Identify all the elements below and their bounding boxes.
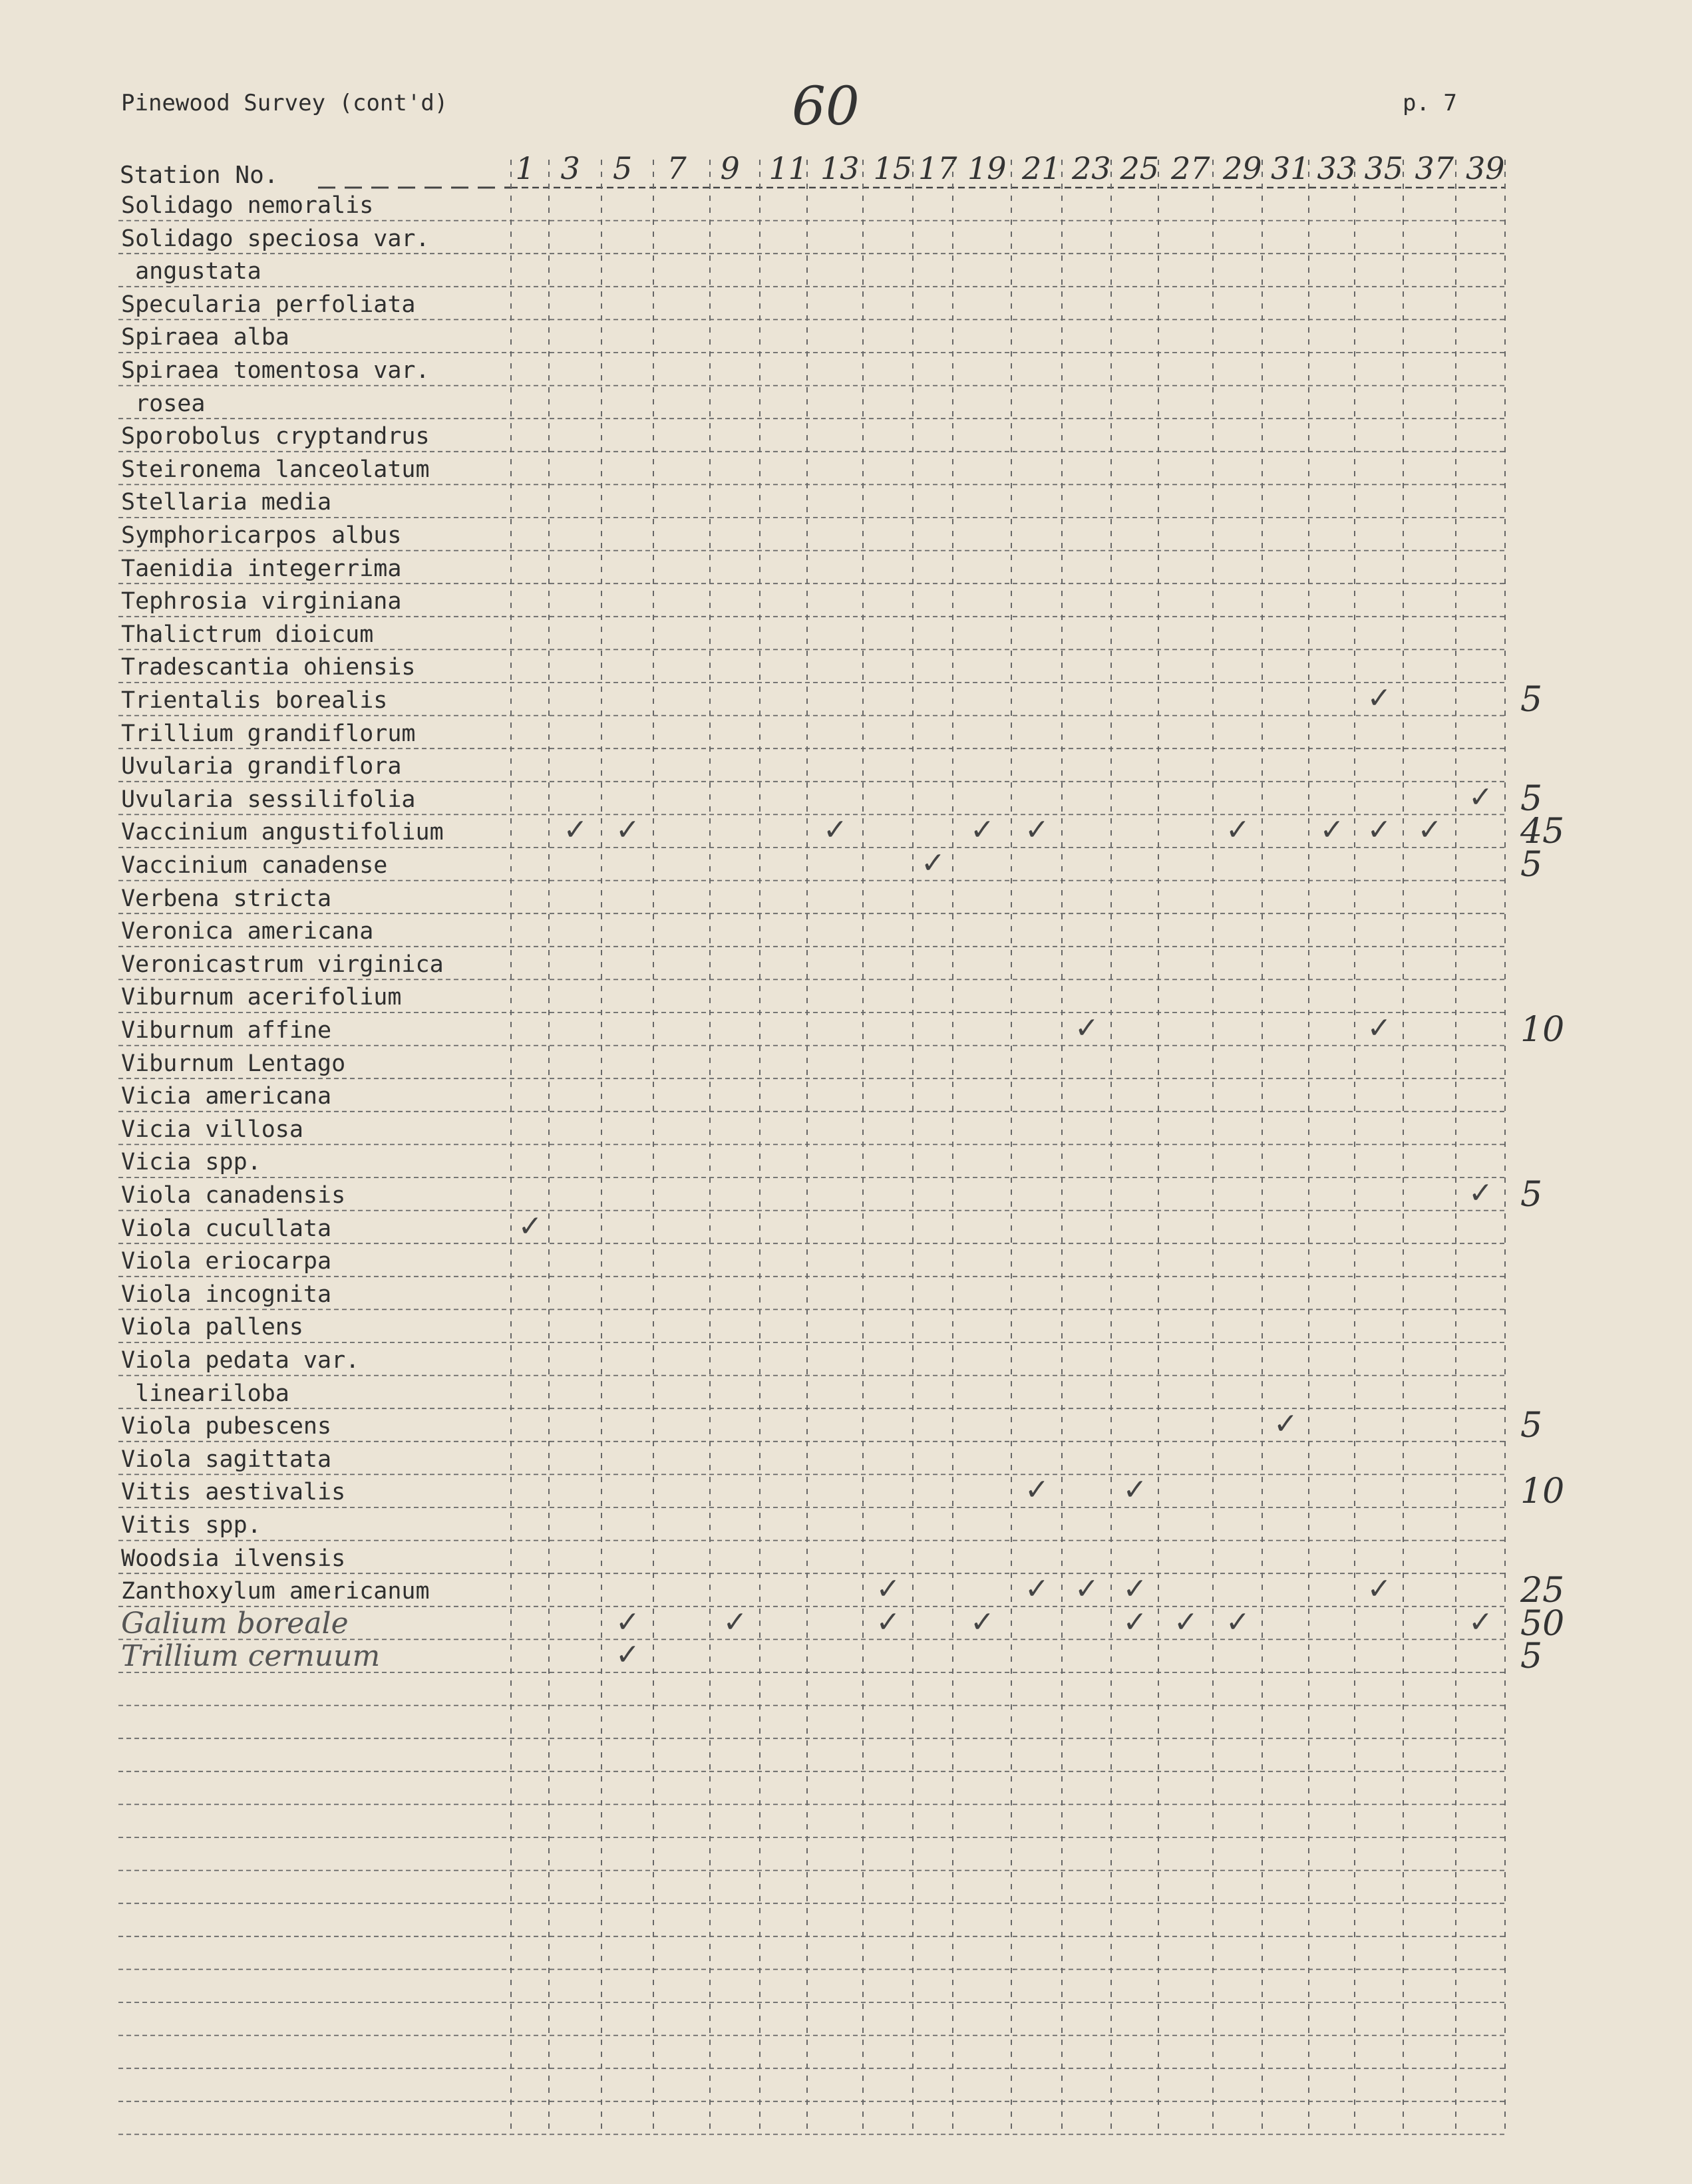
handwritten-species-name: Galium boreale	[121, 1606, 349, 1640]
station-number: 29	[1223, 150, 1262, 186]
station-checkmark: ✓	[723, 1605, 748, 1639]
species-name: Viola incognita	[121, 1281, 332, 1308]
species-name: Specularia perfoliata	[121, 291, 416, 318]
species-name: Spiraea tomentosa var.	[121, 357, 430, 384]
row-total: 5	[1520, 778, 1543, 819]
station-checkmark: ✓	[970, 813, 995, 848]
station-checkmark: ✓	[970, 1605, 995, 1639]
station-checkmark: ✓	[1273, 1407, 1298, 1442]
station-number: 39	[1466, 150, 1505, 186]
station-number: 11	[768, 150, 808, 186]
station-checkmark: ✓	[876, 1605, 901, 1639]
species-name: Viola cucullata	[121, 1215, 332, 1242]
species-name: Solidago speciosa var.	[121, 225, 430, 252]
station-checkmark: ✓	[1122, 1605, 1148, 1639]
station-checkmark: ✓	[1468, 1605, 1493, 1639]
station-checkmark: ✓	[1226, 1605, 1250, 1639]
station-checkmark: ✓	[1319, 813, 1345, 848]
page-number: p. 7	[1403, 90, 1457, 116]
station-checkmark: ✓	[518, 1209, 543, 1243]
station-number: 23	[1072, 150, 1111, 186]
station-number: 7	[667, 150, 687, 186]
species-name: Solidago nemoralis	[121, 192, 374, 219]
station-checkmark: ✓	[1367, 681, 1392, 715]
station-checkmark: ✓	[1075, 1572, 1099, 1607]
handwritten-page-number: 60	[792, 75, 860, 137]
station-checkmark: ✓	[1226, 813, 1250, 848]
species-name: Zanthoxylum americanum	[121, 1578, 430, 1605]
station-number: 19	[967, 150, 1007, 186]
station-checkmark: ✓	[1122, 1473, 1148, 1507]
station-checkmark: ✓	[876, 1572, 901, 1607]
station-number: 35	[1364, 150, 1404, 186]
station-number: 31	[1271, 150, 1310, 186]
station-checkmark: ✓	[1367, 1572, 1392, 1607]
station-checkmark: ✓	[615, 813, 640, 848]
survey-title: Pinewood Survey (cont'd)	[121, 90, 448, 116]
row-total: 5	[1520, 1406, 1543, 1446]
station-checkmark: ✓	[1025, 1572, 1049, 1607]
row-total: 5	[1520, 1637, 1543, 1677]
station-checkmark: ✓	[563, 813, 588, 848]
species-name: Verbena stricta	[121, 885, 332, 912]
handwritten-species-name: Trillium cernuum	[121, 1639, 381, 1674]
species-name: Trientalis borealis	[121, 687, 388, 714]
station-checkmark: ✓	[1417, 813, 1442, 848]
species-name: Viola canadensis	[121, 1182, 346, 1209]
row-total: 45	[1520, 812, 1565, 852]
species-name: angustata	[121, 258, 261, 285]
station-number: 33	[1317, 150, 1357, 186]
species-name: Vicia villosa	[121, 1116, 303, 1143]
station-number: 15	[873, 150, 913, 186]
row-total: 25	[1520, 1571, 1565, 1611]
species-name: Vicia americana	[121, 1083, 332, 1110]
species-name: rosea	[121, 390, 206, 417]
station-checkmark: ✓	[921, 846, 945, 880]
species-name: Uvularia grandiflora	[121, 753, 402, 780]
station-number: 3	[560, 150, 580, 186]
station-checkmark: ✓	[615, 1638, 640, 1672]
station-number: 37	[1415, 150, 1454, 186]
row-total: 50	[1520, 1603, 1565, 1644]
species-name: Taenidia integerrima	[121, 555, 402, 582]
species-name: Viola pallens	[121, 1314, 303, 1341]
species-name: Tephrosia virginiana	[121, 588, 402, 615]
station-checkmark: ✓	[1367, 813, 1392, 848]
station-checkmark: ✓	[1468, 780, 1493, 814]
station-label: Station No.	[120, 162, 279, 189]
species-name: Viola sagittata	[121, 1446, 332, 1473]
station-checkmark: ✓	[1174, 1605, 1198, 1639]
species-name: Veronicastrum virginica	[121, 951, 444, 978]
station-checkmark: ✓	[823, 813, 848, 848]
station-checkmark: ✓	[1367, 1011, 1392, 1045]
station-number: 21	[1022, 150, 1061, 186]
species-name: Thalictrum dioicum	[121, 621, 374, 648]
species-name: Viola pedata var.	[121, 1347, 360, 1374]
species-name: Viburnum acerifolium	[121, 984, 402, 1011]
station-number: 25	[1120, 150, 1160, 186]
species-name: Woodsia ilvensis	[121, 1545, 346, 1572]
station-number: 9	[720, 150, 740, 186]
row-total: 5	[1520, 1175, 1543, 1215]
row-total: 5	[1520, 680, 1543, 720]
row-total: 10	[1520, 1472, 1565, 1512]
species-name: Viola pubescens	[121, 1413, 332, 1440]
species-name: lineariloba	[121, 1380, 289, 1407]
station-number: 13	[820, 150, 860, 186]
species-name: Vaccinium angustifolium	[121, 819, 444, 846]
species-name: Steironema lanceolatum	[121, 456, 430, 483]
species-name: Trillium grandiflorum	[121, 720, 416, 747]
station-checkmark: ✓	[1025, 813, 1049, 848]
station-checkmark: ✓	[1075, 1011, 1099, 1045]
station-checkmark: ✓	[615, 1605, 640, 1639]
species-name: Uvularia sessilifolia	[121, 786, 416, 813]
species-name: Vicia spp.	[121, 1149, 261, 1176]
station-number: 5	[613, 150, 633, 186]
species-name: Spiraea alba	[121, 324, 289, 351]
species-name: Vaccinium canadense	[121, 852, 388, 879]
species-name: Stellaria media	[121, 489, 332, 516]
species-name: Viburnum Lentago	[121, 1050, 346, 1077]
station-checkmark: ✓	[1025, 1473, 1049, 1507]
station-number: 1	[515, 150, 535, 186]
station-checkmark: ✓	[1468, 1176, 1493, 1210]
species-name: Sporobolus cryptandrus	[121, 423, 430, 450]
station-number: 17	[918, 150, 957, 186]
row-total: 10	[1520, 1010, 1565, 1050]
species-name: Symphoricarpos albus	[121, 522, 402, 549]
species-name: Vitis spp.	[121, 1512, 261, 1539]
species-name: Tradescantia ohiensis	[121, 654, 416, 681]
row-total: 5	[1520, 845, 1543, 885]
species-name: Vitis aestivalis	[121, 1479, 346, 1506]
species-name: Viburnum affine	[121, 1017, 332, 1044]
station-checkmark: ✓	[1122, 1572, 1148, 1607]
species-name: Viola eriocarpa	[121, 1248, 332, 1275]
station-number: 27	[1171, 150, 1210, 186]
species-name: Veronica americana	[121, 918, 374, 945]
